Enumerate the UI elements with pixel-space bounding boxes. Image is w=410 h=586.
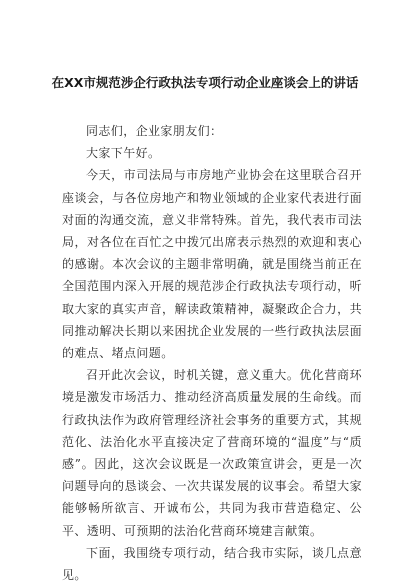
greeting-paragraph: 大家下午好。 <box>86 146 161 161</box>
document-body <box>62 120 362 586</box>
document-title: 在XX市规范涉企行政执法专项行动企业座谈会上的讲话 <box>51 75 359 90</box>
significance-paragraph: 召开此次会议，时机关键，意义重大。优化营商环境是激发市场活力、推动经济高质量发展的生命线。而行政执法作为政府管理经济社会事务的重要方式，其规范化、法治化水平直接决定了营商环境的“温度”与“质感”。因此，这次会议既是一次政策宣讲会，更是一次问题导向的恳谈会、一次共谋发展的议事会。希望大家能够畅所欲言、开诚布公，共同为我市营造稳定、公平、透明、可预期的法治化营商环境建言献策。 <box>62 368 362 538</box>
opening-paragraph: 今天，市司法局与市房地产业协会在这里联合召开座谈会，与各位房地产和物业领域的企业家代表进行面对面的沟通交流，意义非常特殊。首先，我代表市司法局，对各位在百忙之中拨冗出席表示热烈的欢迎和衷心的感谢。本次会议的主题非常明确，就是围绕当前正在全国范围内深入开展的规范涉企行政执法专项行动，听取大家的真实声音，解读政策精神，凝聚政企合力，共同推动解决长期以来困扰企业发展的一些行政执法层面的难点、堵点问题。 <box>62 168 362 361</box>
transition-paragraph: 下面，我围绕专项行动，结合我市实际，谈几点意见。 <box>62 545 362 583</box>
salutation-paragraph: 同志们，企业家朋友们： <box>86 124 223 138</box>
